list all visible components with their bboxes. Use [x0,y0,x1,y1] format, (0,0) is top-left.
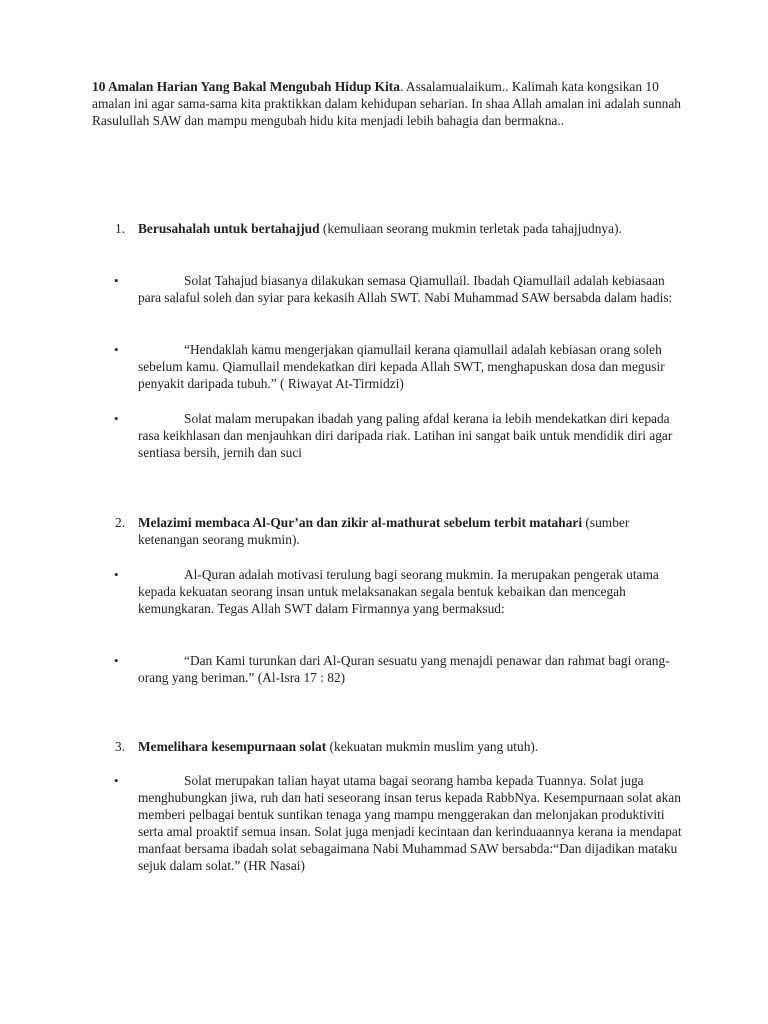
item-heading: Melazimi membaca Al-Qur’an dan zikir al-mathurat sebelum terbit matahari [138,515,583,530]
item-number: 2. [115,515,126,530]
intro-paragraph [92,78,682,129]
bullet-icon: • [114,273,119,288]
bullet-item [114,566,686,617]
bullet-icon: • [114,653,119,668]
bullet-icon: • [114,567,119,582]
bullet-text: “Dan Kami turunkan dari Al-Quran sesuatu yang menajdi penawar dan rahmat bagi orang-orang yang beriman.” (Al-Isra 17 : 82) [138,653,670,685]
bullet-item [114,410,686,461]
item-subtitle: (kekuatan mukmin muslim yang utuh). [326,739,539,754]
intro-text: . Assalamualaikum.. Kalimah kata kongsikan 10 amalan ini agar sama-sama kita praktikkan dalam kehidupan seharian. In shaa Allah amalan ini adalah sunnah Rasulullah SAW dan mampu mengubah hidu kita menjadi lebih bahagia dan bermakna.. [92,79,681,128]
bullet-text: Solat malam merupakan ibadah yang paling afdal kerana ia lebih mendekatkan diri kepada rasa keikhlasan dan menjauhkan diri daripada riak. Latihan ini sangat baik untuk mendidik diri agar sentiasa bersih, jernih dan suci [138,411,673,460]
item-number: 1. [115,221,126,236]
item-heading: Berusahalah untuk bertahajjud [138,221,320,236]
bullet-icon: • [114,773,119,788]
bullet-text: “Hendaklah kamu mengerjakan qiamullail kerana qiamullail adalah kebiasan orang soleh sebelum kamu. Qiamullail mendekatkan diri kepada Allah SWT, menghapuskan dosa dan megusir penyakit daripada tubuh.” ( Riwayat At-Tirmidzi) [138,342,665,391]
bullet-item [114,652,686,686]
bullet-icon: • [114,342,119,357]
bullet-item [114,272,686,306]
bullet-icon: • [114,411,119,426]
bullet-text: Solat Tahajud biasanya dilakukan semasa Qiamullail. Ibadah Qiamullail adalah kebiasaan para salaful soleh dan syiar para kekasih Allah SWT. Nabi Muhammad SAW bersabda dalam hadis: [138,273,673,305]
numbered-item-3 [115,738,685,755]
item-heading: Memelihara kesempurnaan solat [138,739,327,754]
item-subtitle: (kemuliaan seorang mukmin terletak pada tahajjudnya). [319,221,622,236]
item-subtitle: (sumber ketenangan seorang mukmin). [138,515,630,547]
item-number: 3. [115,739,126,754]
bullet-item [114,772,686,874]
bullet-text: Al-Quran adalah motivasi terulung bagi seorang mukmin. Ia merupakan pengerak utama kepada kekuatan seorang insan untuk melaksanakan segala bentuk kebaikan dan mencegah kemungkaran. Tegas Allah SWT dalam Firmannya yang bermaksud: [138,567,659,616]
numbered-item-1 [115,220,685,237]
numbered-item-2 [115,514,685,548]
bullet-item [114,341,686,392]
bullet-text: Solat merupakan talian hayat utama bagai seorang hamba kepada Tuannya. Solat juga menghubungkan jiwa, ruh dan hati seseorang insan terus kepada RabbNya. Kesempurnaan solat akan memberi pelbagai bentuk suntikan tenaga yang mampu menggerakan dan melonjakan produktiviti serta amal proaktif semua insan. Solat juga menjadi kecintaan dan kerinduaannya kerana ia mendapat manfaat bersama ibadah solat sebagaimana Nabi Muhammad SAW bersabda:“Dan dijadikan mataku sejuk dalam solat.” (HR Nasai) [138,773,682,873]
document-title: 10 Amalan Harian Yang Bakal Mengubah Hidup Kita [92,79,400,94]
